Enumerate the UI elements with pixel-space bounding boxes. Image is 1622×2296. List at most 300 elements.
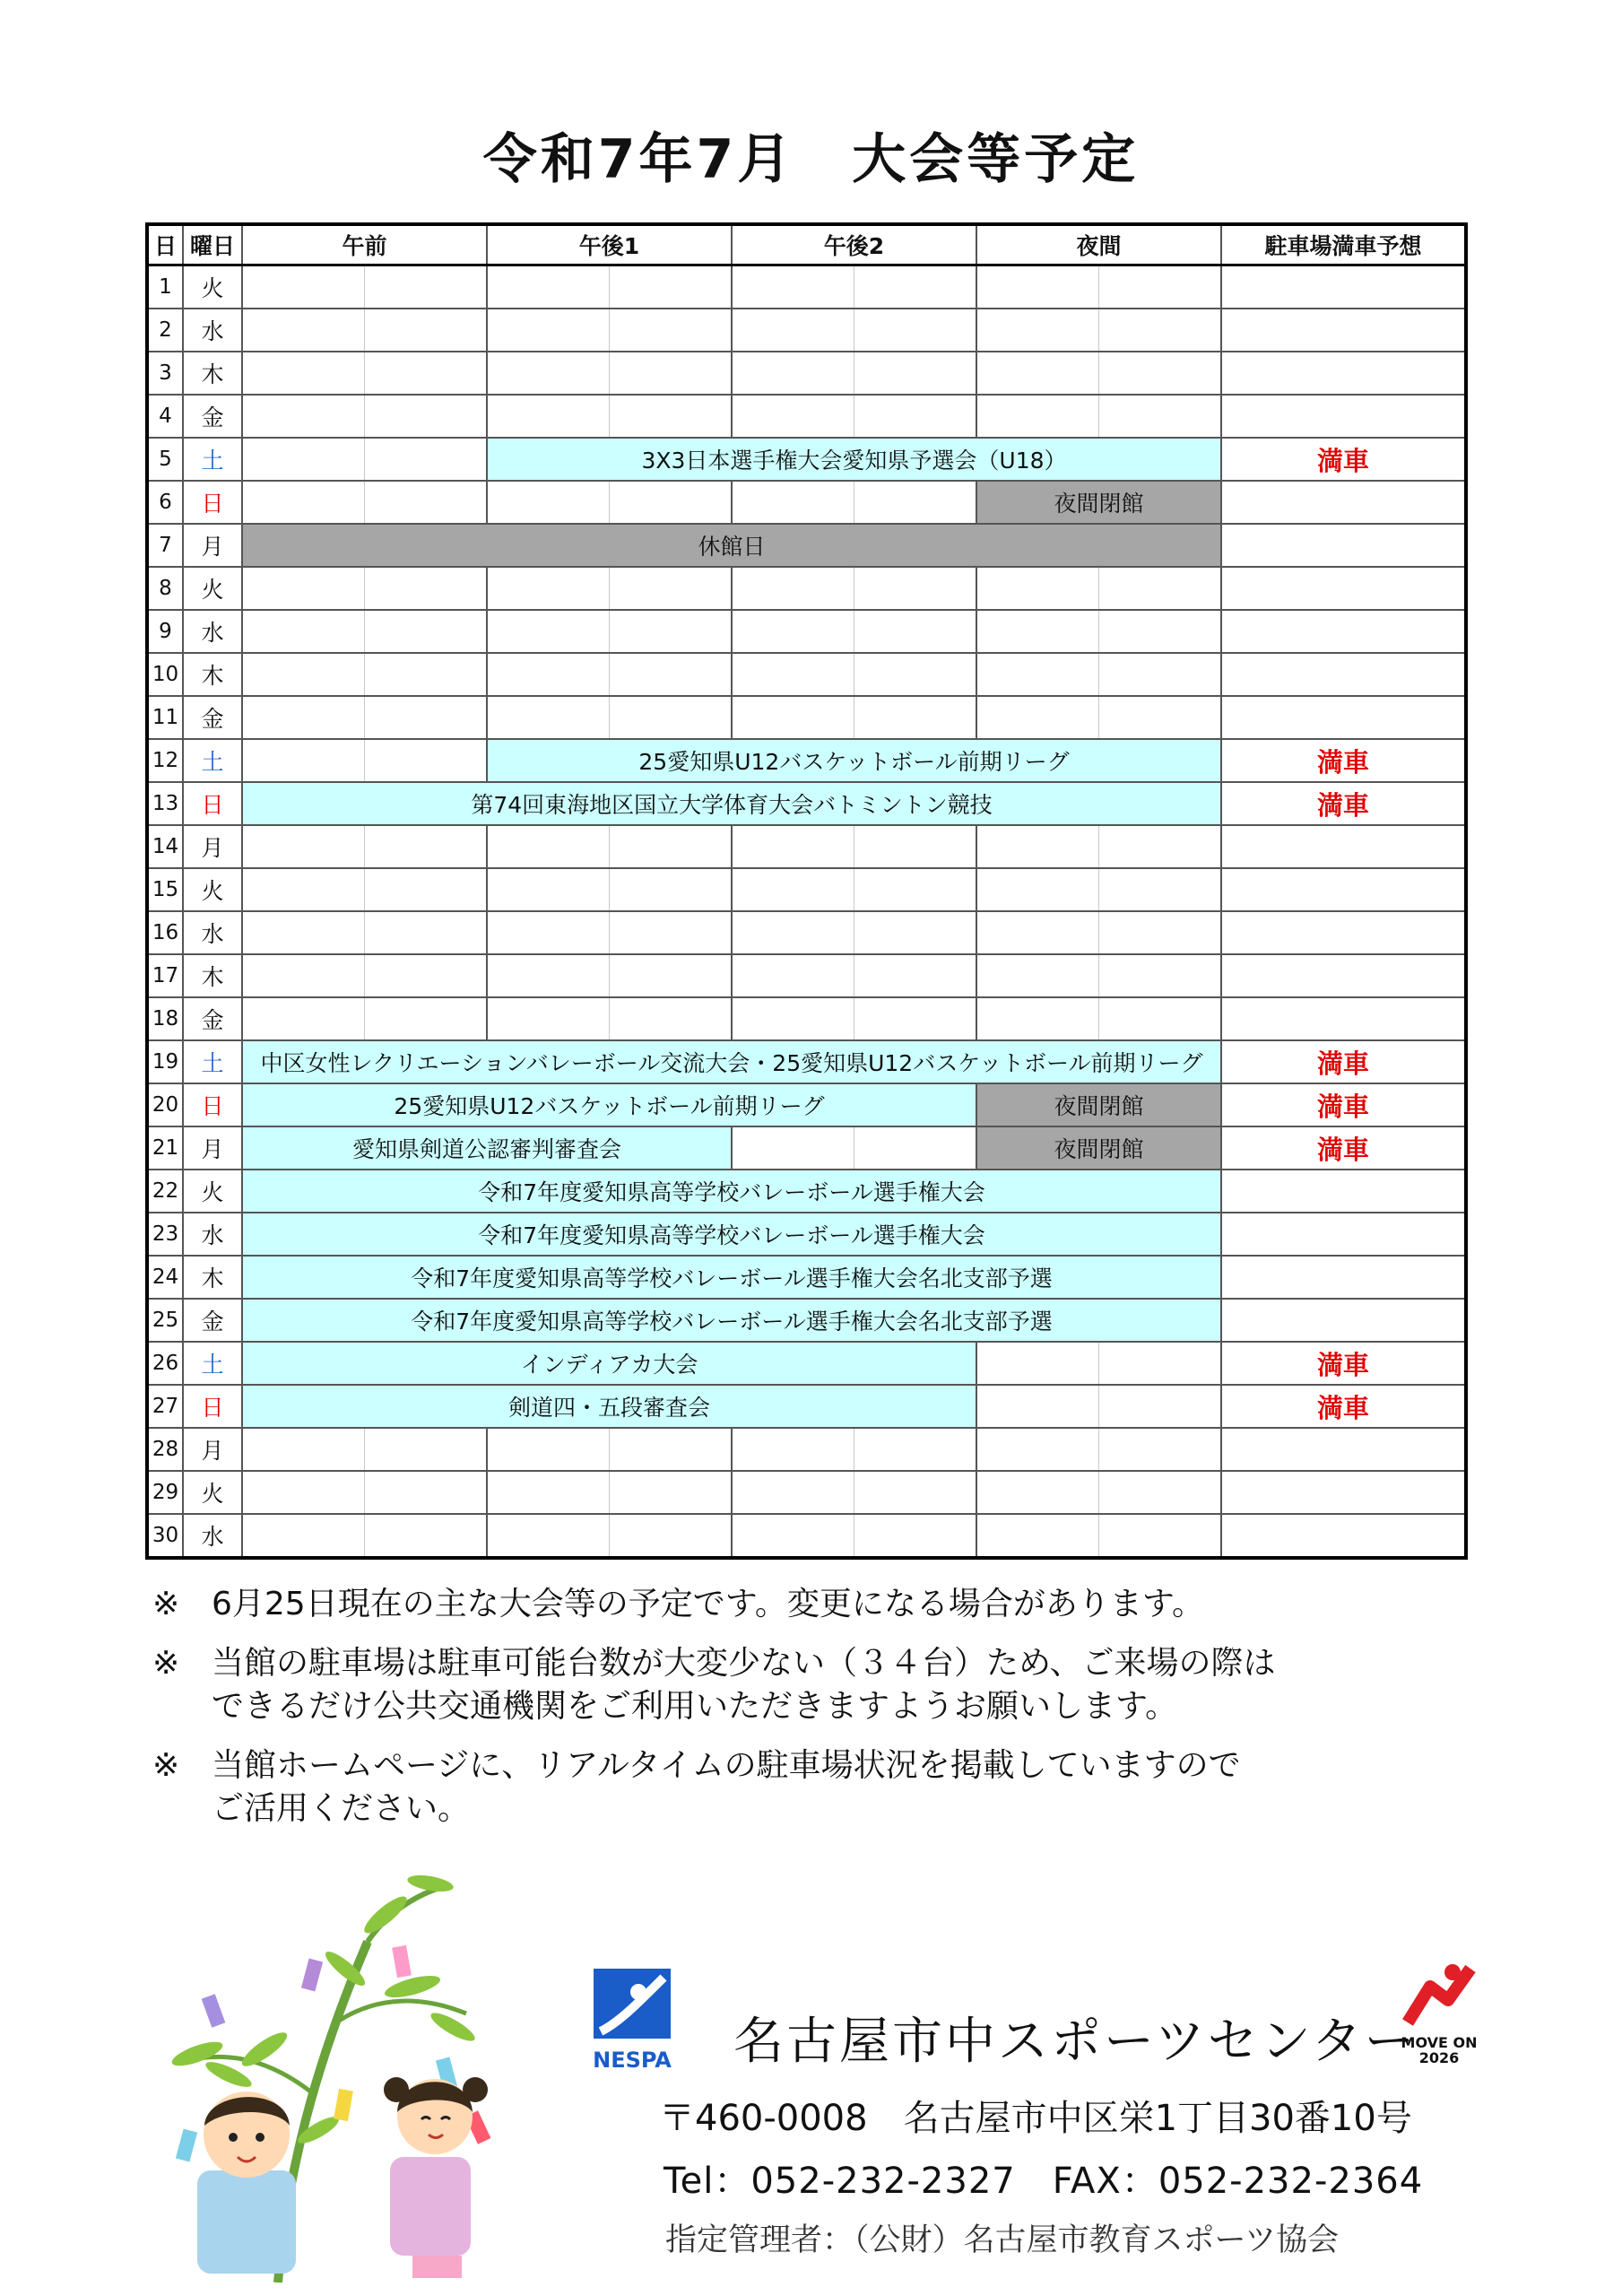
empty-slot-cell [732, 954, 854, 997]
event-cell: 愛知県剣道公認審判審査会 [242, 1126, 732, 1170]
notes [152, 1583, 1276, 1847]
empty-slot-cell [242, 868, 364, 911]
header-parking: 駐車場満車予想 [1221, 224, 1466, 265]
weekday-cell: 金 [183, 395, 242, 438]
parking-forecast-cell [1221, 1213, 1466, 1256]
empty-slot-cell [609, 481, 732, 524]
weekday-cell: 水 [183, 1213, 242, 1256]
empty-slot-cell [487, 868, 609, 911]
table-row [147, 265, 1466, 309]
table-row [147, 481, 1466, 524]
empty-slot-cell [364, 1428, 487, 1471]
empty-slot-cell [732, 481, 854, 524]
empty-slot-cell [854, 653, 976, 696]
closed-cell: 夜間閉館 [976, 1126, 1221, 1170]
empty-slot-cell [732, 610, 854, 653]
parking-forecast-cell [1221, 1471, 1466, 1514]
parking-forecast-cell [1221, 911, 1466, 954]
empty-slot-cell [854, 265, 976, 309]
empty-slot-cell [1098, 653, 1221, 696]
empty-slot-cell [364, 481, 487, 524]
parking-forecast-cell: 満車 [1221, 1126, 1466, 1170]
event-cell: 令和7年度愛知県高等学校バレーボール選手権大会名北支部予選 [242, 1299, 1221, 1342]
empty-slot-cell [732, 825, 854, 868]
empty-slot-cell [609, 1471, 732, 1514]
empty-slot-cell [364, 954, 487, 997]
table-row [147, 954, 1466, 997]
empty-slot-cell [1098, 567, 1221, 610]
weekday-cell: 水 [183, 911, 242, 954]
empty-slot-cell [976, 1342, 1098, 1385]
parking-forecast-cell [1221, 352, 1466, 395]
empty-slot-cell [976, 265, 1098, 309]
empty-slot-cell [976, 395, 1098, 438]
empty-slot-cell [854, 825, 976, 868]
parking-forecast-cell [1221, 1299, 1466, 1342]
event-cell: 25愛知県U12バスケットボール前期リーグ [242, 1083, 976, 1126]
weekday-cell: 火 [183, 265, 242, 309]
table-row [147, 1256, 1466, 1299]
empty-slot-cell [242, 1471, 364, 1514]
table-row [147, 524, 1466, 567]
empty-slot-cell [732, 567, 854, 610]
empty-slot-cell [854, 696, 976, 739]
empty-slot-cell [1098, 868, 1221, 911]
empty-slot-cell [364, 653, 487, 696]
empty-slot-cell [242, 1514, 364, 1558]
table-row [147, 739, 1466, 782]
empty-slot-cell [854, 567, 976, 610]
empty-slot-cell [364, 265, 487, 309]
event-cell: 25愛知県U12バスケットボール前期リーグ [487, 739, 1221, 782]
empty-slot-cell [364, 911, 487, 954]
weekday-cell: 日 [183, 1385, 242, 1428]
day-cell: 27 [147, 1385, 183, 1428]
weekday-cell: 水 [183, 610, 242, 653]
move-on-logo [1385, 1960, 1493, 2066]
empty-slot-cell [364, 696, 487, 739]
empty-slot-cell [1098, 610, 1221, 653]
empty-slot-cell [487, 1514, 609, 1558]
parking-forecast-cell: 満車 [1221, 1040, 1466, 1083]
parking-forecast-cell [1221, 610, 1466, 653]
parking-forecast-cell: 満車 [1221, 739, 1466, 782]
table-row [147, 1083, 1466, 1126]
empty-slot-cell [487, 352, 609, 395]
parking-forecast-cell [1221, 696, 1466, 739]
empty-slot-cell [854, 1514, 976, 1558]
empty-slot-cell [242, 696, 364, 739]
parking-forecast-cell [1221, 1170, 1466, 1213]
empty-slot-cell [1098, 1385, 1221, 1428]
day-cell: 24 [147, 1256, 183, 1299]
note-line: 6月25日現在の主な大会等の予定です。変更になる場合があります。 [212, 1586, 1204, 1622]
empty-slot-cell [732, 696, 854, 739]
closed-cell: 夜間閉館 [976, 481, 1221, 524]
parking-forecast-cell [1221, 868, 1466, 911]
header-pm2: 午後2 [732, 224, 976, 265]
empty-slot-cell [1098, 352, 1221, 395]
note-1 [152, 1583, 1276, 1626]
empty-slot-cell [976, 1514, 1098, 1558]
header-weekday: 曜日 [183, 224, 242, 265]
empty-slot-cell [976, 567, 1098, 610]
table-row [147, 868, 1466, 911]
empty-slot-cell [1098, 1342, 1221, 1385]
table-row [147, 696, 1466, 739]
empty-slot-cell [976, 610, 1098, 653]
empty-slot-cell [976, 997, 1098, 1040]
weekday-cell: 木 [183, 1256, 242, 1299]
parking-forecast-cell [1221, 1256, 1466, 1299]
header-am: 午前 [242, 224, 487, 265]
empty-slot-cell [242, 309, 364, 352]
note-3 [152, 1744, 1276, 1831]
table-row [147, 1126, 1466, 1170]
empty-slot-cell [976, 1385, 1098, 1428]
empty-slot-cell [976, 911, 1098, 954]
empty-slot-cell [732, 352, 854, 395]
note-mark: ※ [152, 1586, 180, 1622]
empty-slot-cell [732, 1428, 854, 1471]
empty-slot-cell [854, 395, 976, 438]
empty-slot-cell [487, 309, 609, 352]
day-cell: 20 [147, 1083, 183, 1126]
parking-forecast-cell [1221, 954, 1466, 997]
empty-slot-cell [1098, 954, 1221, 997]
empty-slot-cell [487, 825, 609, 868]
day-cell: 11 [147, 696, 183, 739]
note-mark: ※ [152, 1747, 180, 1784]
empty-slot-cell [854, 1471, 976, 1514]
weekday-cell: 土 [183, 438, 242, 481]
empty-slot-cell [1098, 1514, 1221, 1558]
day-cell: 12 [147, 739, 183, 782]
table-row [147, 610, 1466, 653]
contact-numbers: Tel：052-232-2327 FAX：052-232-2364 [664, 2161, 1424, 2202]
day-cell: 25 [147, 1299, 183, 1342]
event-cell: 令和7年度愛知県高等学校バレーボール選手権大会 [242, 1170, 1221, 1213]
parking-forecast-cell: 満車 [1221, 1342, 1466, 1385]
empty-slot-cell [364, 567, 487, 610]
table-row [147, 825, 1466, 868]
header-day: 日 [147, 224, 183, 265]
empty-slot-cell [242, 567, 364, 610]
day-cell: 28 [147, 1428, 183, 1471]
empty-slot-cell [854, 1428, 976, 1471]
day-cell: 26 [147, 1342, 183, 1385]
event-cell: インディアカ大会 [242, 1342, 976, 1385]
empty-slot-cell [487, 567, 609, 610]
empty-slot-cell [976, 868, 1098, 911]
parking-forecast-cell: 満車 [1221, 1083, 1466, 1126]
weekday-cell: 金 [183, 1299, 242, 1342]
event-cell: 令和7年度愛知県高等学校バレーボール選手権大会名北支部予選 [242, 1256, 1221, 1299]
parking-forecast-cell [1221, 567, 1466, 610]
weekday-cell: 火 [183, 1471, 242, 1514]
empty-slot-cell [242, 825, 364, 868]
day-cell: 22 [147, 1170, 183, 1213]
empty-slot-cell [609, 265, 732, 309]
empty-slot-cell [1098, 395, 1221, 438]
empty-slot-cell [609, 1428, 732, 1471]
empty-slot-cell [242, 610, 364, 653]
empty-slot-cell [364, 997, 487, 1040]
empty-slot-cell [487, 1428, 609, 1471]
event-cell: 第74回東海地区国立大学体育大会バトミントン競技 [242, 782, 1221, 825]
table-row [147, 1299, 1466, 1342]
empty-slot-cell [854, 868, 976, 911]
empty-slot-cell [487, 653, 609, 696]
closed-cell: 夜間閉館 [976, 1083, 1221, 1126]
parking-forecast-cell: 満車 [1221, 438, 1466, 481]
empty-slot-cell [487, 1471, 609, 1514]
note-2 [152, 1642, 1276, 1728]
empty-slot-cell [732, 1514, 854, 1558]
table-row [147, 1040, 1466, 1083]
day-cell: 21 [147, 1126, 183, 1170]
empty-slot-cell [732, 309, 854, 352]
empty-slot-cell [609, 309, 732, 352]
weekday-cell: 金 [183, 997, 242, 1040]
empty-slot-cell [242, 265, 364, 309]
empty-slot-cell [609, 610, 732, 653]
empty-slot-cell [609, 997, 732, 1040]
day-cell: 5 [147, 438, 183, 481]
empty-slot-cell [364, 1471, 487, 1514]
empty-slot-cell [364, 610, 487, 653]
weekday-cell: 木 [183, 954, 242, 997]
weekday-cell: 日 [183, 782, 242, 825]
note-line: 当館の駐車場は駐車可能台数が大変少ない（３４台）ため、ご来場の際は [212, 1645, 1276, 1682]
organization-name: 名古屋市中スポーツセンター [733, 2013, 1418, 2071]
day-cell: 29 [147, 1471, 183, 1514]
table-row [147, 567, 1466, 610]
day-cell: 10 [147, 653, 183, 696]
empty-slot-cell [1098, 1471, 1221, 1514]
day-cell: 17 [147, 954, 183, 997]
empty-slot-cell [609, 395, 732, 438]
weekday-cell: 火 [183, 1170, 242, 1213]
empty-slot-cell [609, 825, 732, 868]
empty-slot-cell [732, 265, 854, 309]
empty-slot-cell [364, 395, 487, 438]
empty-slot-cell [1098, 997, 1221, 1040]
table-row [147, 1514, 1466, 1558]
day-cell: 30 [147, 1514, 183, 1558]
address: 〒460-0008 名古屋市中区栄1丁目30番10号 [659, 2098, 1412, 2139]
note-line: できるだけ公共交通機関をご利用いただきますようお願いします。 [212, 1688, 1178, 1725]
table-row [147, 1428, 1466, 1471]
day-cell: 18 [147, 997, 183, 1040]
weekday-cell: 火 [183, 567, 242, 610]
empty-slot-cell [854, 309, 976, 352]
parking-forecast-cell [1221, 265, 1466, 309]
event-cell: 中区女性レクリエーションバレーボール交流大会・25愛知県U12バスケットボール前期リーグ [242, 1040, 1221, 1083]
table-header-row [147, 224, 1466, 265]
parking-forecast-cell [1221, 309, 1466, 352]
day-cell: 1 [147, 265, 183, 309]
empty-slot-cell [976, 954, 1098, 997]
weekday-cell: 月 [183, 825, 242, 868]
empty-slot-cell [364, 1514, 487, 1558]
empty-slot-cell [854, 1126, 976, 1170]
table-row [147, 1385, 1466, 1428]
weekday-cell: 月 [183, 524, 242, 567]
schedule-body [147, 265, 1466, 1559]
note-mark: ※ [152, 1645, 180, 1682]
empty-slot-cell [364, 352, 487, 395]
table-row [147, 653, 1466, 696]
empty-slot-cell [609, 911, 732, 954]
parking-forecast-cell: 満車 [1221, 782, 1466, 825]
empty-slot-cell [242, 438, 364, 481]
empty-slot-cell [609, 1514, 732, 1558]
weekday-cell: 土 [183, 739, 242, 782]
empty-slot-cell [242, 395, 364, 438]
note-line: ご活用ください。 [212, 1790, 471, 1827]
empty-slot-cell [364, 868, 487, 911]
day-cell: 13 [147, 782, 183, 825]
parking-forecast-cell [1221, 395, 1466, 438]
schedule-table [145, 222, 1468, 1560]
move-on-2026-logo-icon [1399, 1960, 1479, 2031]
weekday-cell: 木 [183, 653, 242, 696]
empty-slot-cell [732, 1471, 854, 1514]
nespa-logo-icon [583, 1969, 681, 2040]
empty-slot-cell [609, 352, 732, 395]
day-cell: 14 [147, 825, 183, 868]
empty-slot-cell [1098, 1428, 1221, 1471]
weekday-cell: 日 [183, 1083, 242, 1126]
empty-slot-cell [364, 825, 487, 868]
empty-slot-cell [854, 997, 976, 1040]
empty-slot-cell [1098, 309, 1221, 352]
weekday-cell: 月 [183, 1126, 242, 1170]
weekday-cell: 火 [183, 868, 242, 911]
move-on-logo-text: MOVE ON 2026 [1401, 2034, 1478, 2066]
empty-slot-cell [364, 438, 487, 481]
empty-slot-cell [242, 481, 364, 524]
table-row [147, 395, 1466, 438]
empty-slot-cell [976, 352, 1098, 395]
parking-forecast-cell [1221, 825, 1466, 868]
empty-slot-cell [242, 739, 364, 782]
empty-slot-cell [732, 395, 854, 438]
table-row [147, 1471, 1466, 1514]
weekday-cell: 水 [183, 1514, 242, 1558]
header-night: 夜間 [976, 224, 1221, 265]
closed-cell: 休館日 [242, 524, 1221, 567]
page-title: 令和7年7月 大会等予定 [482, 128, 1140, 191]
empty-slot-cell [364, 309, 487, 352]
empty-slot-cell [976, 1471, 1098, 1514]
empty-slot-cell [976, 309, 1098, 352]
empty-slot-cell [242, 997, 364, 1040]
empty-slot-cell [976, 825, 1098, 868]
day-cell: 4 [147, 395, 183, 438]
day-cell: 19 [147, 1040, 183, 1083]
empty-slot-cell [609, 868, 732, 911]
day-cell: 8 [147, 567, 183, 610]
parking-forecast-cell [1221, 1428, 1466, 1471]
day-cell: 9 [147, 610, 183, 653]
weekday-cell: 木 [183, 352, 242, 395]
parking-forecast-cell [1221, 524, 1466, 567]
empty-slot-cell [1098, 696, 1221, 739]
note-line: 当館ホームページに、リアルタイムの駐車場状況を掲載していますので [212, 1747, 1241, 1784]
empty-slot-cell [976, 653, 1098, 696]
parking-forecast-cell [1221, 1514, 1466, 1558]
table-row [147, 309, 1466, 352]
table-row [147, 911, 1466, 954]
empty-slot-cell [242, 1428, 364, 1471]
empty-slot-cell [487, 911, 609, 954]
table-row [147, 782, 1466, 825]
parking-forecast-cell [1221, 653, 1466, 696]
empty-slot-cell [854, 911, 976, 954]
weekday-cell: 水 [183, 309, 242, 352]
empty-slot-cell [487, 696, 609, 739]
parking-forecast-cell: 満車 [1221, 1385, 1466, 1428]
empty-slot-cell [732, 997, 854, 1040]
event-cell: 3X3日本選手権大会愛知県予選会（U18） [487, 438, 1221, 481]
empty-slot-cell [1098, 265, 1221, 309]
empty-slot-cell [487, 481, 609, 524]
day-cell: 6 [147, 481, 183, 524]
empty-slot-cell [487, 610, 609, 653]
day-cell: 23 [147, 1213, 183, 1256]
table-row [147, 1213, 1466, 1256]
table-row [147, 352, 1466, 395]
empty-slot-cell [364, 739, 487, 782]
empty-slot-cell [976, 696, 1098, 739]
day-cell: 16 [147, 911, 183, 954]
nespa-logo-text: NESPA [593, 2048, 672, 2073]
weekday-cell: 金 [183, 696, 242, 739]
designated-manager: 指定管理者：（公財）名古屋市教育スポーツ協会 [665, 2222, 1340, 2258]
day-cell: 2 [147, 309, 183, 352]
empty-slot-cell [242, 954, 364, 997]
empty-slot-cell [732, 911, 854, 954]
empty-slot-cell [242, 653, 364, 696]
table-row [147, 438, 1466, 481]
empty-slot-cell [487, 265, 609, 309]
parking-forecast-cell [1221, 481, 1466, 524]
day-cell: 15 [147, 868, 183, 911]
nespa-logo [583, 1969, 681, 2073]
empty-slot-cell [487, 395, 609, 438]
empty-slot-cell [854, 481, 976, 524]
empty-slot-cell [242, 352, 364, 395]
table-row [147, 997, 1466, 1040]
weekday-cell: 月 [183, 1428, 242, 1471]
event-cell: 剣道四・五段審査会 [242, 1385, 976, 1428]
weekday-cell: 日 [183, 481, 242, 524]
empty-slot-cell [1098, 911, 1221, 954]
empty-slot-cell [732, 653, 854, 696]
empty-slot-cell [854, 954, 976, 997]
weekday-cell: 土 [183, 1342, 242, 1385]
empty-slot-cell [609, 567, 732, 610]
parking-forecast-cell [1221, 997, 1466, 1040]
empty-slot-cell [609, 954, 732, 997]
empty-slot-cell [1098, 825, 1221, 868]
empty-slot-cell [609, 696, 732, 739]
table-row [147, 1170, 1466, 1213]
empty-slot-cell [487, 954, 609, 997]
empty-slot-cell [242, 911, 364, 954]
